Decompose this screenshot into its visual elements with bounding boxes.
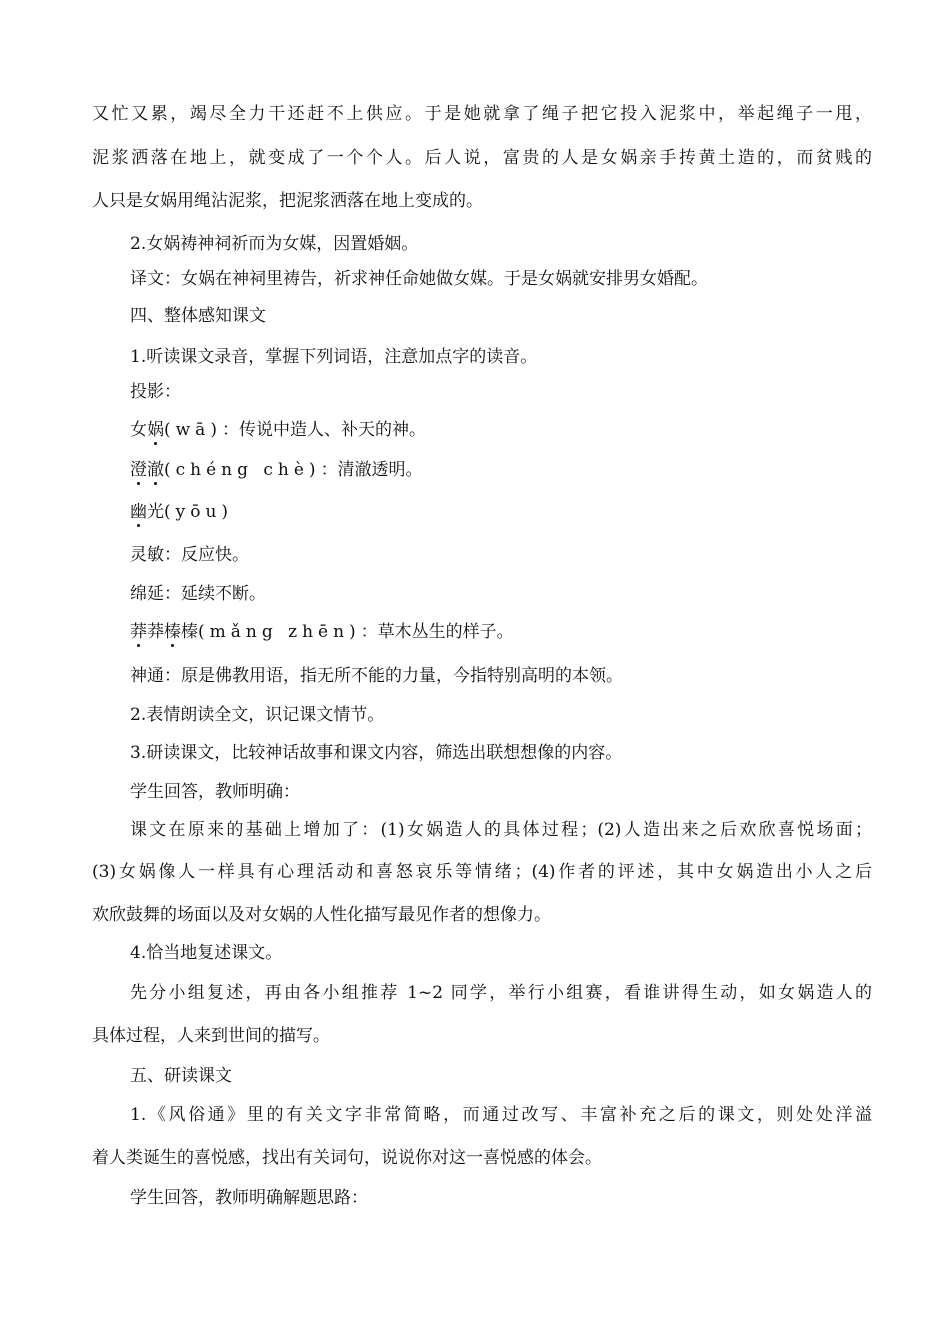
vocab-dotted-char: 幽 <box>130 502 147 522</box>
paragraph-line: 2.表情朗读全文，识记课文情节。 <box>130 705 385 725</box>
section-heading: 五、研读课文 <box>130 1066 232 1086</box>
paragraph-line: 译文：女娲在神祠里祷告，祈求神任命她做女媒。于是女娲就安排男女婚配。 <box>130 269 708 289</box>
vocab-dotted-char: 榛 <box>164 622 181 642</box>
paragraph-line: 人只是女娲用绳沾泥浆，把泥浆洒落在地上变成的。 <box>92 191 483 211</box>
vocab-gloss: ：清澈透明。 <box>320 460 423 480</box>
vocab-gloss: ：草木丛生的样子。 <box>360 622 514 642</box>
vocab-item-chengche <box>130 458 872 482</box>
paragraph-line: 具体过程，人来到世间的描写。 <box>92 1026 330 1046</box>
vocab-dotted-char: 莽 <box>130 622 147 642</box>
vocab-item-mianyan: 绵延：延续不断。 <box>130 584 266 604</box>
paragraph-line: 学生回答，教师明确： <box>130 782 300 802</box>
vocab-dotted-char: 澄 <box>130 460 147 480</box>
paragraph-line: 泥浆洒落在地上，就变成了一个个人。后人说，富贵的人是女娲亲手抟黄土造的，而贫贱的 <box>92 148 872 168</box>
paragraph-line: 欢欣鼓舞的场面以及对女娲的人性化描写最见作者的想像力。 <box>92 905 551 925</box>
paragraph-line: 3.研读课文，比较神话故事和课文内容，筛选出联想想像的内容。 <box>130 743 623 763</box>
paragraph-line: 1.听读课文录音，掌握下列词语，注意加点字的读音。 <box>130 347 538 367</box>
vocab-gloss: ：传说中造人、补天的神。 <box>221 420 426 440</box>
paragraph-line: 投影： <box>130 382 181 402</box>
vocab-char: 光 <box>147 502 164 522</box>
vocab-item-lingmin: 灵敏：反应快。 <box>130 545 249 565</box>
vocab-dotted-char: 澈 <box>147 460 164 480</box>
vocab-item-mangzhen <box>130 620 872 644</box>
vocab-pinyin: (mǎng zhēn) <box>198 622 361 642</box>
vocab-char: 女 <box>130 420 147 440</box>
paragraph-line: 神通：原是佛教用语，指无所不能的力量，今指特别高明的本领。 <box>130 666 623 686</box>
vocab-item-you <box>130 500 872 524</box>
paragraph-line: 课文在原来的基础上增加了：(1)女娲造人的具体过程；(2)人造出来之后欢欣喜悦场面； <box>130 820 872 840</box>
vocab-pinyin: (yōu) <box>164 502 234 522</box>
paragraph-line: 着人类诞生的喜悦感，找出有关词句，说说你对这一喜悦感的体会。 <box>92 1148 602 1168</box>
section-heading: 四、整体感知课文 <box>130 306 266 326</box>
vocab-item-wa <box>130 418 872 442</box>
paragraph-line: 又忙又累，竭尽全力干还赶不上供应。于是她就拿了绳子把它投入泥浆中，举起绳子一甩， <box>92 104 872 124</box>
paragraph-line: 先分小组复述，再由各小组推荐 1~2 同学，举行小组赛，看谁讲得生动，如女娲造人的 <box>130 983 872 1003</box>
paragraph-line: 1.《风俗通》里的有关文字非常简略，而通过改写、丰富补充之后的课文，则处处洋溢 <box>130 1105 872 1125</box>
vocab-char: 莽 <box>147 622 164 642</box>
vocab-char: 榛 <box>181 622 198 642</box>
paragraph-line: 4.恰当地复述课文。 <box>130 943 283 963</box>
paragraph-line: 学生回答，教师明确解题思路： <box>130 1188 368 1208</box>
paragraph-line: (3)女娲像人一样具有心理活动和喜怒哀乐等情绪；(4)作者的评述，其中女娲造出小人之后 <box>92 862 872 882</box>
vocab-dotted-char: 娲 <box>147 420 164 440</box>
vocab-pinyin: (wā) <box>164 420 222 440</box>
paragraph-line: 2.女娲祷神祠祈而为女媒，因置婚姻。 <box>130 234 419 254</box>
vocab-pinyin: (chéng chè) <box>164 460 321 480</box>
